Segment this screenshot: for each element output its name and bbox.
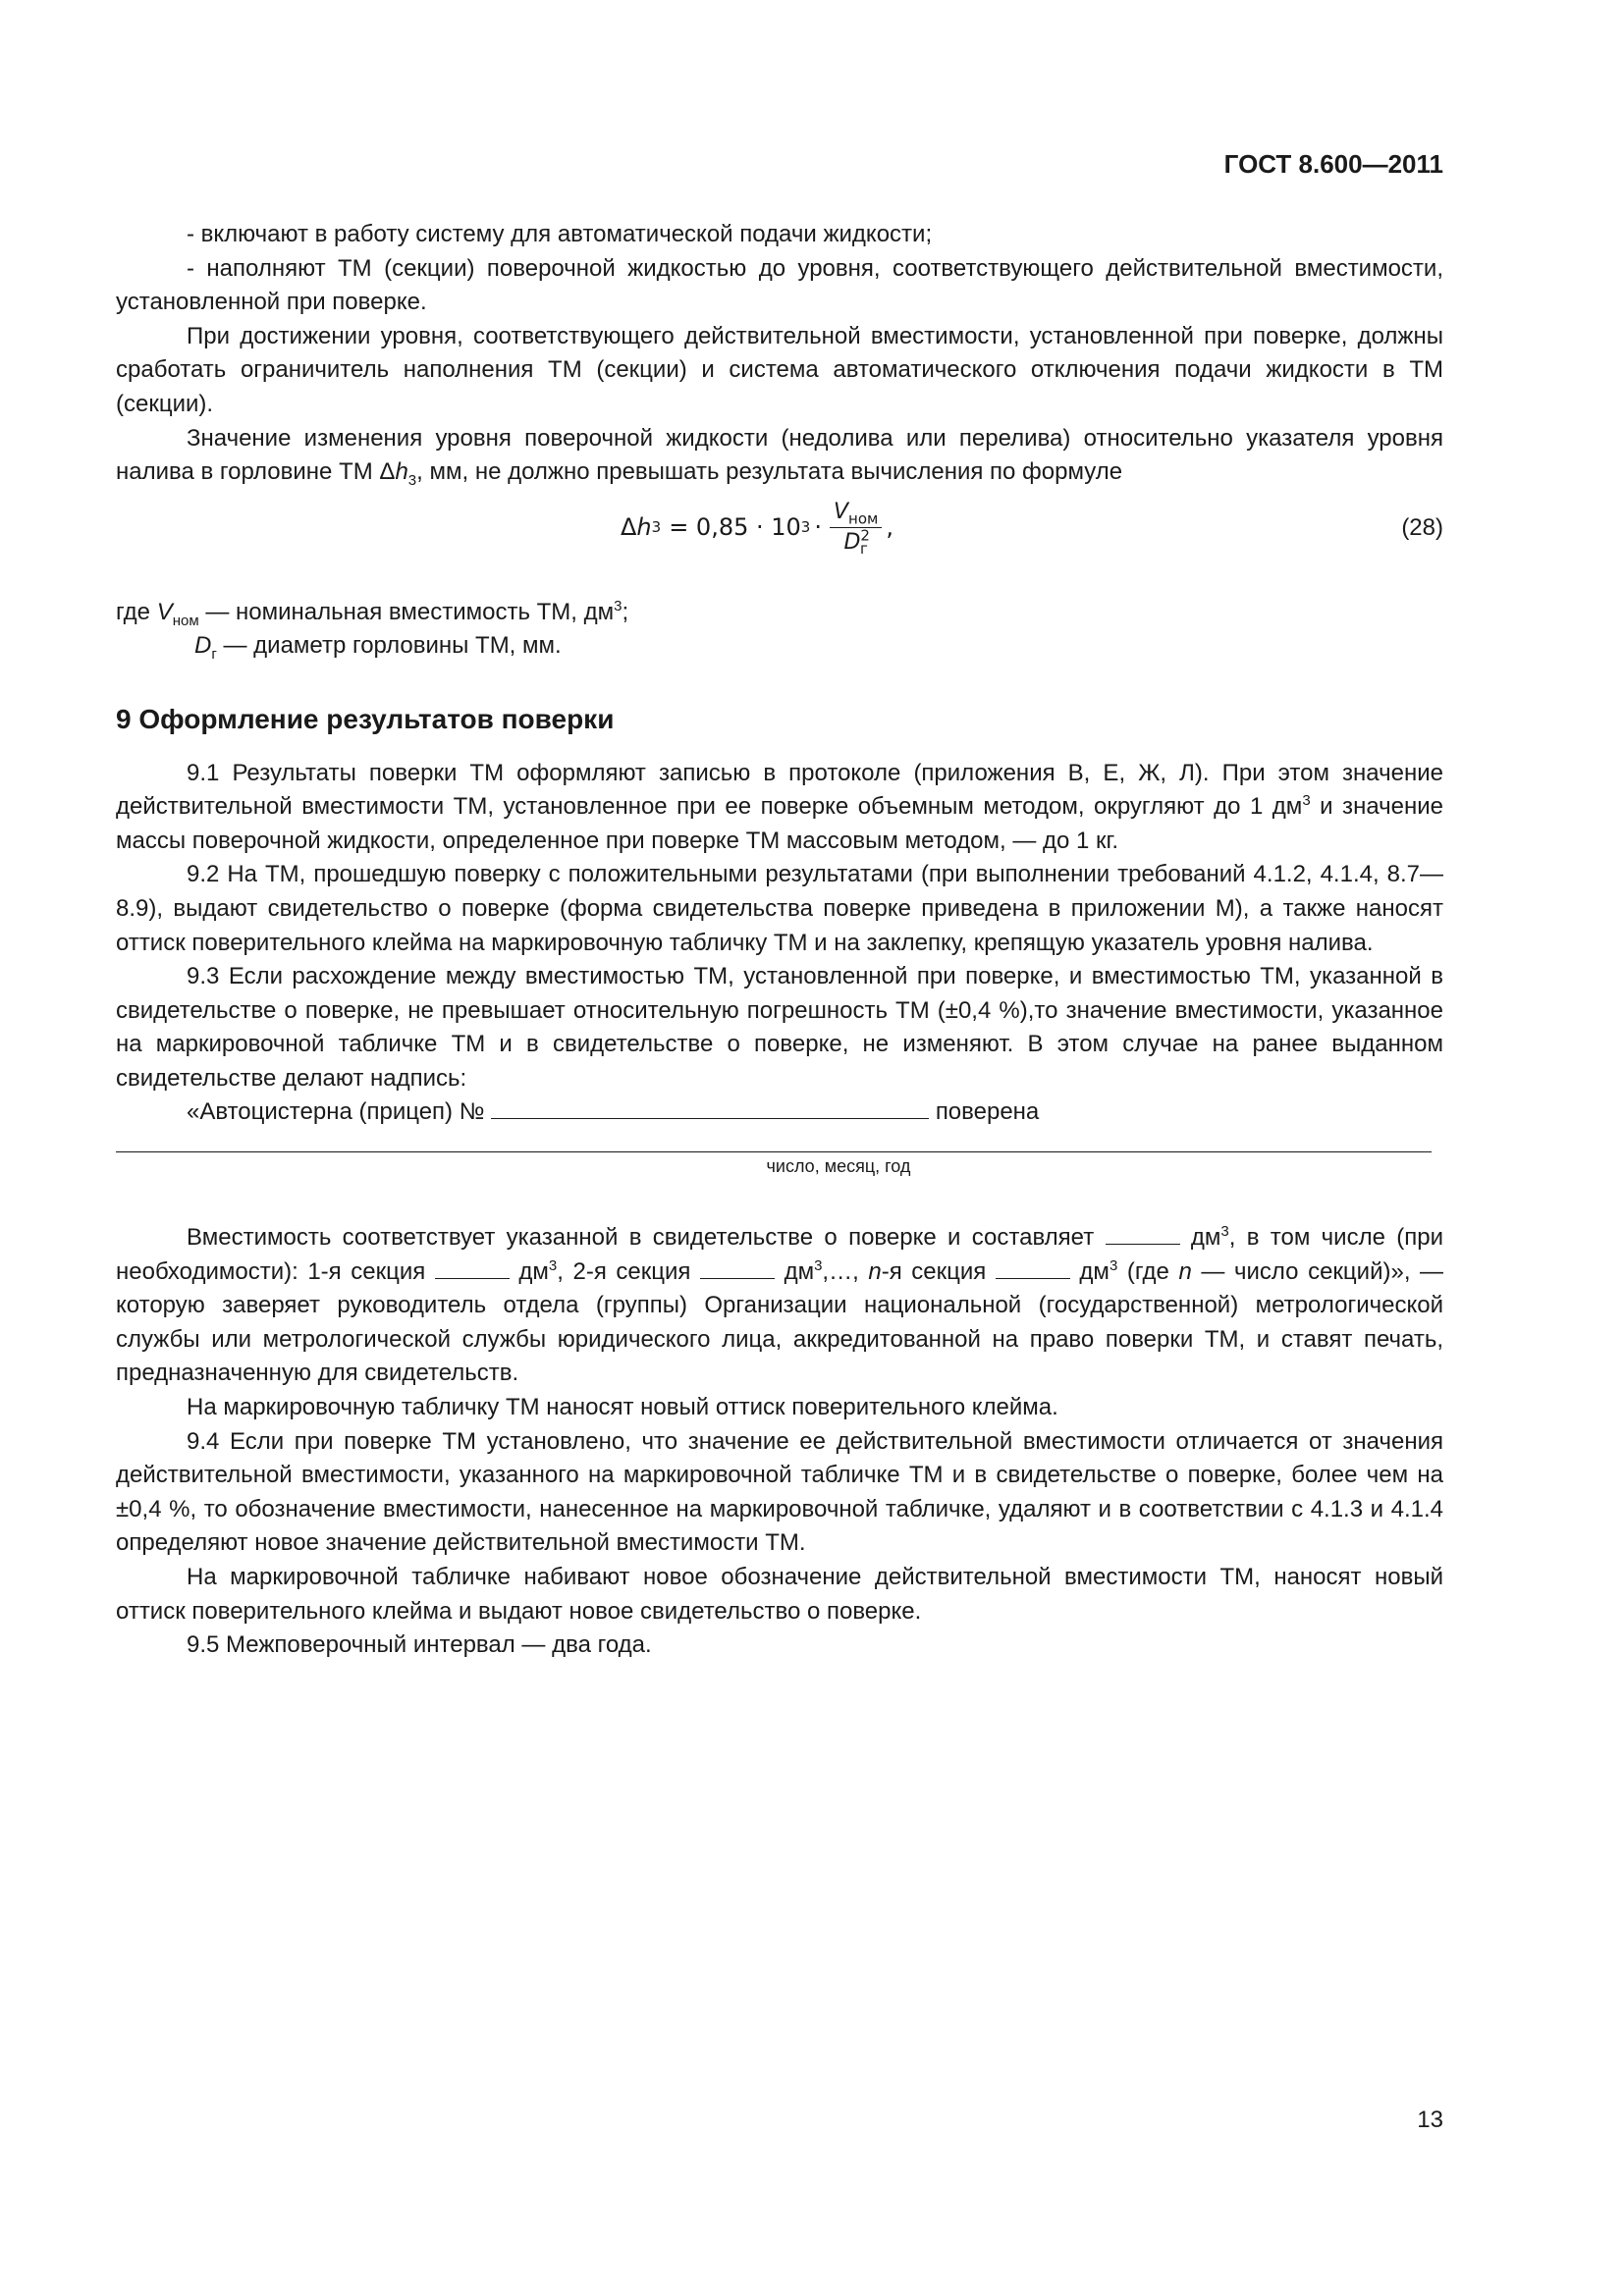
formula-d: D [843, 529, 861, 555]
formula-dot: · [814, 512, 822, 541]
where-prefix: где [116, 598, 157, 625]
capacity-unit-1: дм [1190, 1224, 1221, 1252]
where-v-superscript: 3 [614, 597, 623, 614]
where-line-2 [116, 629, 1443, 664]
formula-fraction [830, 499, 882, 559]
capacity-unit-3-superscript: 3 [814, 1256, 823, 1274]
paragraph-intro-2: - наполняют ТМ (секции) поверочной жидкостью до уровня, соответствующего действительной вместимости, установленной при поверке. [116, 254, 1443, 316]
where-d-text: — диаметр горловины ТМ, мм. [216, 632, 562, 660]
capacity-text-1: Вместимость соответствует указанной в свидетельстве о поверке и составляет [187, 1224, 1095, 1252]
inscription-prefix: «Автоцистерна (прицеп) № [187, 1098, 485, 1126]
where-v-subscript: ном [172, 612, 199, 629]
paragraph-intro-4 [116, 422, 1443, 490]
capacity-ellipsis: ,…, [822, 1257, 859, 1285]
where-d-subscript: г [211, 646, 217, 664]
inscription-line [116, 1095, 1443, 1130]
where-line-1 [116, 596, 1443, 630]
paragraph-intro-3: При достижении уровня, соответствующего действительной вместимости, установленной при поверке, должны сработать ограничитель наполнения ТМ (секции) и система автоматического отключения подачи жидкости в ТМ (секции). [116, 322, 1443, 417]
inline-h-subscript: 3 [407, 471, 417, 489]
capacity-unit-1-superscript: 3 [1220, 1223, 1229, 1241]
where-v: V [156, 598, 173, 625]
capacity-text-3: , 2-я секция [557, 1257, 691, 1285]
capacity-text-5: (где [1126, 1257, 1169, 1285]
paragraph-9-1-superscript: 3 [1302, 792, 1311, 810]
page-number: 13 [1417, 2107, 1443, 2133]
formula-number: (28) [1401, 513, 1443, 541]
capacity-text-6: — число секций)», — которую заверяет руководитель отдела (группы) Организации национальной (государственной) метрологической службы или метрологической службы юридического лица, аккредитованной на право поверки ТМ, и ставят печать, предназначенную для свидетельств. [116, 1257, 1444, 1387]
paragraph-9-1-text-a: 9.1 Результаты поверки ТМ оформляют записью в протоколе (приложения В, Е, Ж, Л). При этом значение действительной вместимости ТМ, установленное при ее поверке объемным методом, округляют до 1 дм [116, 759, 1443, 821]
formula-comma: , [886, 512, 893, 541]
paragraph-new-mark: На маркировочную табличку ТМ наносят новый оттиск поверительного клейма. [187, 1394, 1058, 1421]
document-body [116, 218, 1443, 1663]
capacity-text-4: -я секция [881, 1257, 987, 1285]
paragraph-intro-1: - включают в работу систему для автоматической подачи жидкости; [187, 221, 933, 247]
paragraph-9-1-text-b: и значение массы поверочной жидкости, определенное при поверке ТМ массовым методом, — до 1 кг. [116, 793, 1443, 854]
formula-v: V [833, 499, 849, 524]
document-code-header: ГОСТ 8.600—2011 [1223, 149, 1443, 179]
where-v-text: — номинальная вместимость ТМ, дм [198, 598, 615, 625]
capacity-unit-3: дм [784, 1257, 815, 1285]
paragraph-9-5: 9.5 Межповерочный интервал — два года. [187, 1631, 652, 1659]
formula-h: h [636, 512, 652, 541]
formula-delta: Δ [621, 512, 637, 541]
where-d: D [194, 632, 212, 660]
formula-d-subscript: г [859, 540, 868, 559]
capacity-text-2: , в том числе (при необходимости): 1-я секция [116, 1224, 1443, 1285]
inline-h-variable: h [395, 458, 408, 486]
inscription-number-blank [491, 1098, 929, 1119]
capacity-unit-2: дм [518, 1257, 549, 1285]
date-signature-line [116, 1151, 1432, 1152]
paragraph-9-3: 9.3 Если расхождение между вместимостью ТМ, установленной при поверке, и вместимостью ТМ, указанной в свидетельстве о поверке, не превышает относительную погрешность ТМ (±0,4 %),то значение вместимости, указанное на маркировочной табличке ТМ и в свидетельстве о поверке, не изменяют. В этом случае на ранее выданном свидетельстве делают надпись: [116, 963, 1443, 1092]
formula-v-subscript: ном [848, 509, 879, 528]
formula-numerator [830, 500, 882, 528]
paragraph-9-4-continued: На маркировочной табличке набивают новое обозначение действительной вместимости ТМ, наносят новый оттиск поверительного клейма и выдают новое свидетельство о поверке. [116, 1564, 1443, 1625]
section-heading: 9 Оформление результатов поверки [116, 703, 615, 734]
paragraph-9-2: 9.2 На ТМ, прошедшую поверку с положительными результатами (при выполнении требований 4.1.2, 4.1.4, 8.7—8.9), выдают свидетельство о поверке (форма свидетельства поверке приведена в приложении М), а также наносят оттиск поверительного клейма на маркировочную табличку ТМ и на заклепку, крепящую указатель уровня налива. [116, 861, 1443, 956]
formula-d-superscript: 2 [860, 526, 870, 545]
paragraph-9-4: 9.4 Если при поверке ТМ установлено, что значение ее действительной вместимости отличается от значения действительной вместимости, указанного на маркировочной табличке ТМ и в свидетельстве о поверке, более чем на ±0,4 %, то обозначение вместимости, нанесенное на маркировочной табличке, удаляют и в соответствии с 4.1.3 и 4.1.4 определяют новое значение действительной вместимости ТМ. [116, 1427, 1443, 1557]
capacity-unit-2-superscript: 3 [548, 1256, 558, 1274]
formula-expression: Δ h 3 = 0,85 · 10 3 · $\frac{V_{ном}}{D^2_г}$ , [621, 499, 893, 559]
formula-28 [116, 494, 1443, 590]
paragraph-intro-4-text-a: Значение изменения уровня поверочной жидкости (недолива или перелива) относительно указателя уровня налива в горловине ТМ [116, 424, 1443, 486]
capacity-n-variable-2: n [1178, 1257, 1192, 1285]
paragraph-capacity [116, 1221, 1443, 1391]
capacity-unit-4: дм [1079, 1257, 1110, 1285]
paragraph-intro-4-text-b: , мм, не должно превышать результата вычисления по формуле [416, 458, 1123, 486]
date-label: число, месяц, год [766, 1156, 911, 1177]
section-n-blank [996, 1258, 1070, 1279]
formula-denominator [843, 526, 870, 559]
capacity-n-variable: n [868, 1257, 882, 1285]
section-1-blank [435, 1258, 510, 1279]
capacity-total-blank [1106, 1224, 1180, 1245]
paragraph-9-1 [116, 757, 1443, 859]
inline-delta-symbol: Δ [379, 458, 396, 486]
capacity-unit-4-superscript: 3 [1109, 1256, 1118, 1274]
where-v-end: ; [622, 598, 629, 625]
formula-coefficient: = 0,85 · 10 [669, 512, 801, 541]
section-2-blank [700, 1258, 775, 1279]
inscription-suffix: поверена [935, 1098, 1040, 1126]
